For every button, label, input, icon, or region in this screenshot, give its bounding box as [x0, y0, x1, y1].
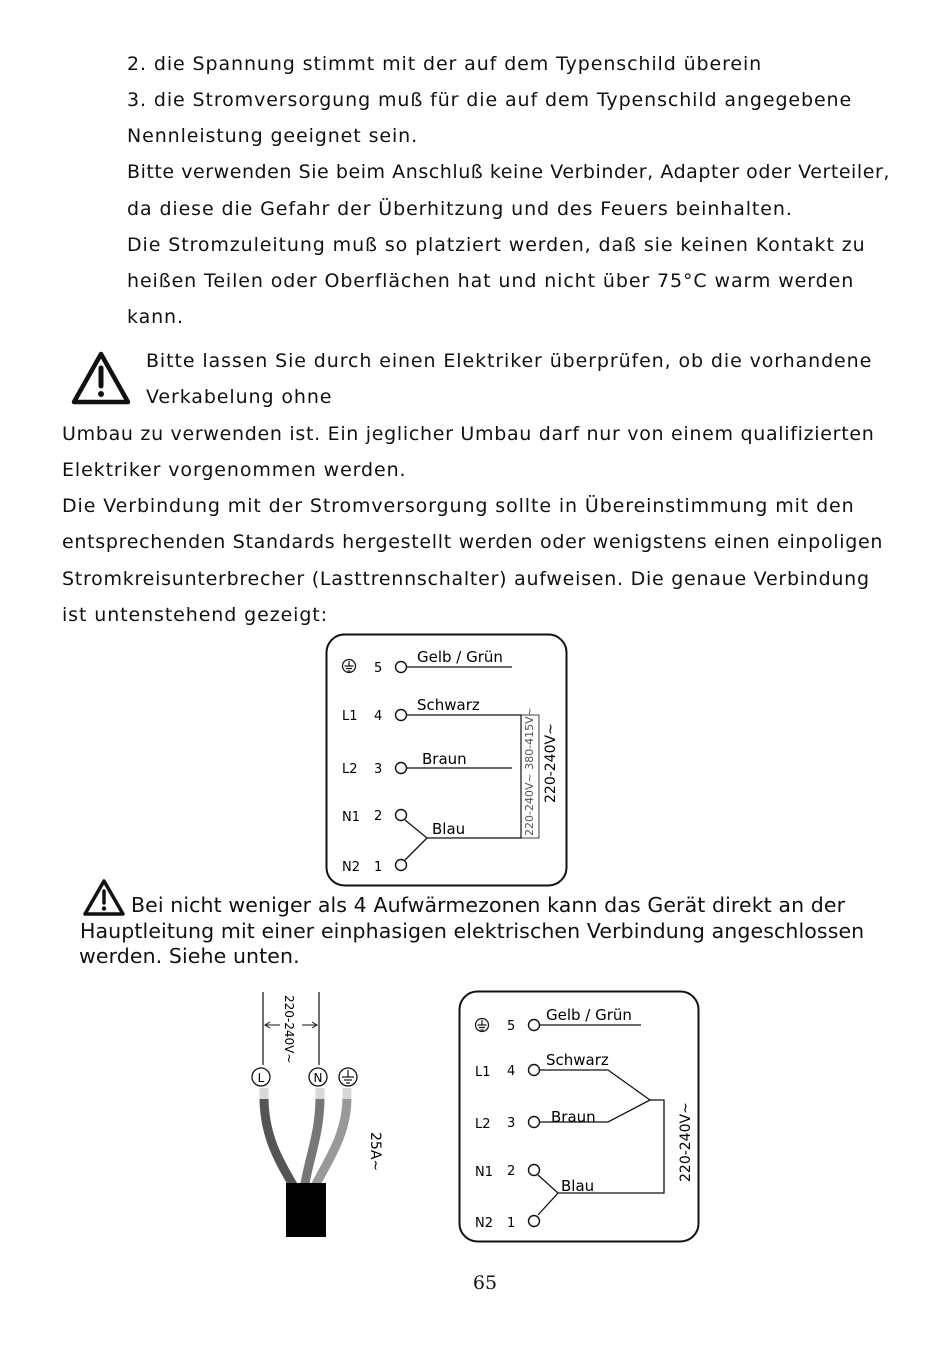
wire-label: Braun: [422, 750, 467, 768]
page-number: 65: [472, 1272, 498, 1294]
voltage-label-small: 220-240V~ 380-415V~: [523, 707, 536, 836]
warning-triangle-icon: [82, 878, 126, 918]
text-line: Die Verbindung mit der Stromversorgung sollte in Übereinstimmung mit den: [62, 495, 855, 517]
power-cable-illustration: [238, 985, 398, 1240]
text-line: da diese die Gefahr der Überhitzung und des Feuers beinhalten.: [127, 198, 793, 220]
terminal-label: N1: [342, 810, 360, 825]
text-line: Bitte verwenden Sie beim Anschluß keine Verbinder, Adapter oder Verteiler,: [127, 161, 890, 183]
ground-icon: [343, 660, 356, 673]
terminal-n-label: N: [313, 1071, 323, 1085]
warning-text-line: Hauptleitung mit einer einphasigen elektrischen Verbindung angeschlossen: [80, 919, 865, 943]
terminal-diagram-two-phase: [325, 633, 571, 890]
text-line: Stromkreisunterbrecher (Lasttrennschalter) aufweisen. Die genaue Verbindung: [62, 568, 870, 590]
text-line: kann.: [127, 306, 184, 328]
terminal-number: 3: [507, 1116, 516, 1131]
warning-text-line: Verkabelung ohne: [146, 386, 333, 408]
warning-text-line: Bitte lassen Sie durch einen Elektriker überprüfen, ob die vorhandene: [146, 350, 873, 372]
terminal-l-label: L: [257, 1071, 265, 1085]
wire-label: Gelb / Grün: [417, 648, 503, 666]
cable-voltage-label: 220-240V~: [282, 995, 296, 1064]
terminal-label: L2: [475, 1117, 491, 1132]
voltage-label: 220-240V~: [678, 1102, 694, 1182]
wire-label: Gelb / Grün: [546, 1006, 632, 1024]
text-line: entsprechenden Standards hergestellt werden oder wenigstens einen einpoligen: [62, 531, 884, 553]
text-line: Elektriker vorgenommen werden.: [62, 459, 407, 481]
terminal-number: 4: [507, 1064, 516, 1079]
terminal-label: N1: [475, 1165, 493, 1180]
wire-label: Braun: [551, 1108, 596, 1126]
wire-label: Blau: [432, 820, 466, 838]
terminal-label: L2: [342, 762, 358, 777]
wire-label: Blau: [561, 1177, 595, 1195]
text-line: Umbau zu verwenden ist. Ein jeglicher Umbau darf nur von einem qualifizierten: [62, 423, 875, 445]
text-line: 2. die Spannung stimmt mit der auf dem Typenschild überein: [127, 53, 763, 75]
terminal-number: 1: [374, 860, 383, 875]
terminal-label: L1: [342, 709, 358, 724]
wire-label: Schwarz: [546, 1051, 609, 1069]
warning-triangle-icon: [70, 350, 132, 408]
terminal-number: 2: [374, 809, 383, 824]
text-line: Die Stromzuleitung muß so platziert werden, daß sie keinen Kontakt zu: [127, 234, 866, 256]
terminal-label: N2: [475, 1216, 493, 1231]
text-line: 3. die Stromversorgung muß für die auf dem Typenschild angegebene: [127, 89, 853, 111]
text-line: heißen Teilen oder Oberflächen hat und nicht über 75°C warm werden: [127, 270, 855, 292]
terminal-number: 4: [374, 709, 383, 724]
terminal-number: 1: [507, 1216, 516, 1231]
terminal-number: 2: [507, 1164, 516, 1179]
terminal-label: N2: [342, 860, 360, 875]
terminal-number: 5: [374, 661, 383, 676]
terminal-diagram-single-phase: [458, 990, 704, 1246]
text-line: ist untenstehend gezeigt:: [62, 604, 328, 626]
text-line: Nennleistung geeignet sein.: [127, 125, 419, 147]
warning-text-line: Bei nicht weniger als 4 Aufwärmezonen kann das Gerät direkt an der: [131, 893, 846, 917]
ground-icon: [476, 1019, 489, 1032]
warning-text-line: werden. Siehe unten.: [79, 944, 300, 968]
wire-label: Schwarz: [417, 696, 480, 714]
voltage-label-large: 220-240V~: [543, 723, 559, 803]
terminal-label: L1: [475, 1065, 491, 1080]
cable-current-label: 25A~: [367, 1132, 383, 1172]
terminal-number: 5: [507, 1019, 516, 1034]
terminal-number: 3: [374, 762, 383, 777]
